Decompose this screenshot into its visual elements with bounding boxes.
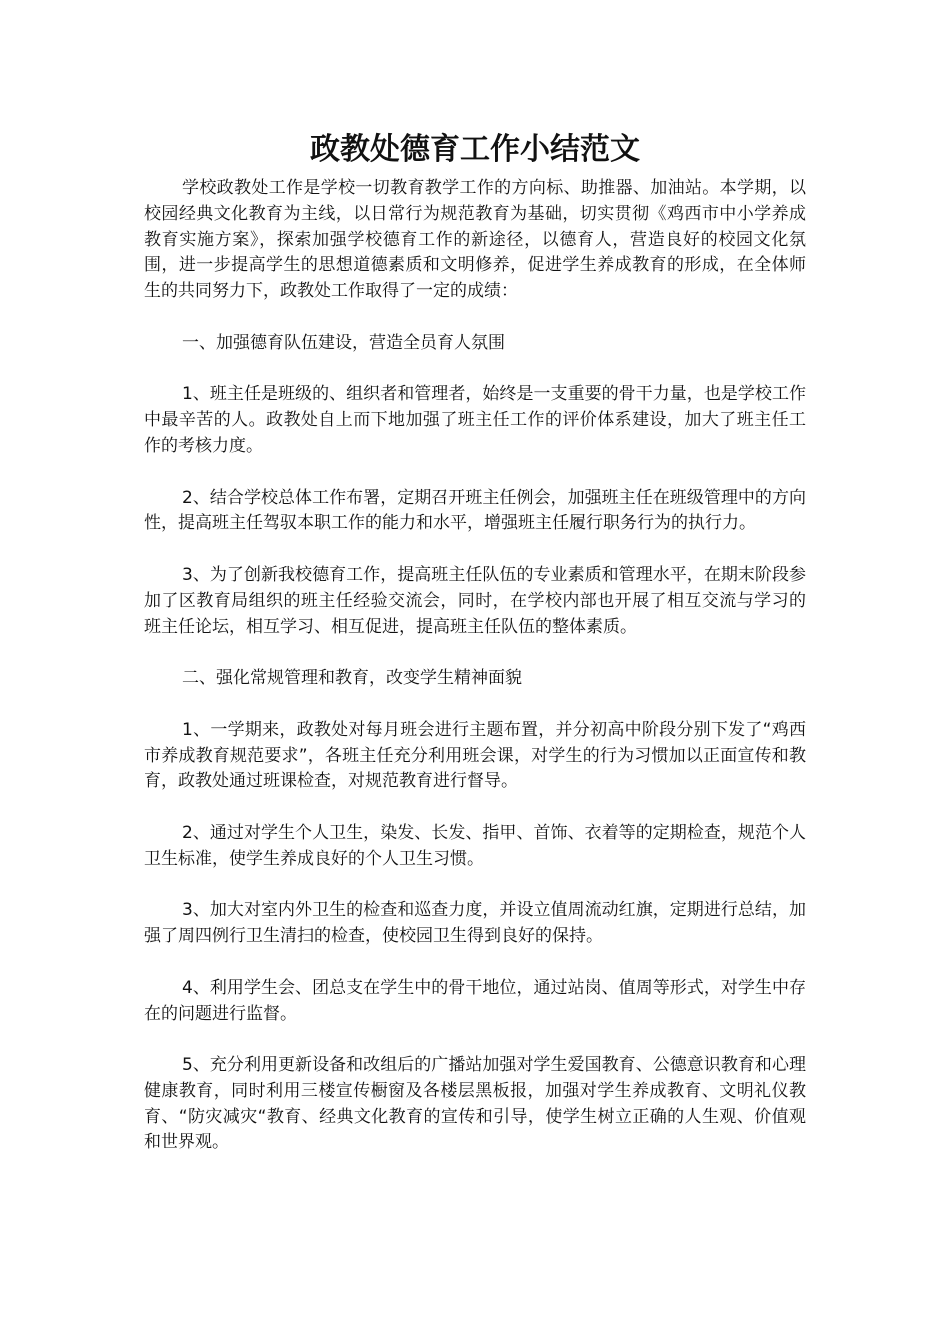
section1-item3: 3、为了创新我校德育工作，提高班主任队伍的专业素质和管理水平，在期末阶段参加了区教育局组织的班主任经验交流会，同时，在学校内部也开展了相互交流与学习的班主任论坛，相互学习、相互促进，提高班主任队伍的整体素质。 [144,564,806,637]
paragraph-spacer [144,537,806,563]
paragraph-spacer [144,692,806,718]
section1-item1: 1、班主任是班级的、组织者和管理者，始终是一支重要的骨干力量，也是学校工作中最辛苦的人。政教处自上而下地加强了班主任工作的评价体系建设，加大了班主任工作的考核力度。 [144,384,806,456]
paragraph-spacer [144,640,806,666]
document-title: 政教处德育工作小结范文 [310,132,640,167]
section2-item2: 2、通过对学生个人卫生，染发、长发、指甲、首饰、衣着等的定期检查，规范个人卫生标准，使学生养成良好的个人卫生习惯。 [144,822,806,869]
intro-paragraph: 学校政教处工作是学校一切教育教学工作的方向标、助推器、加油站。本学期，以校园经典文化教育为主线，以日常行为规范教育为基础，切实贯彻《鸡西市中小学养成教育实施方案》，探索加强学校德育工作的新途径，以德育人，营造良好的校园文化氛围，进一步提高学生的思想道德素质和文明修养，促进学生养成教育的形成，在全体师生的共同努力下，政教处工作取得了一定的成绩： [144,178,806,302]
section-heading-1: 一、加强德育队伍建设，营造全员育人氛围 [182,332,505,353]
section2-item1: 1、一学期来，政教处对每月班会进行主题布置，并分初高中阶段分别下发了“鸡西市养成教育规范要求”，各班主任充分利用班会课，对学生的行为习惯加以正面宣传和教育，政教处通过班课检查，对规范教育进行督导。 [144,719,806,792]
section2-item4: 4、利用学生会、团总支在学生中的骨干地位，通过站岗、值周等形式，对学生中存在的问题进行监督。 [144,977,806,1024]
document-page [144,128,806,1156]
section2-item5: 5、充分利用更新设备和改组后的广播站加强对学生爱国教育、公德意识教育和心理健康教育，同时利用三楼宣传橱窗及各楼层黑板报，加强对学生养成教育、文明礼仪教育、“防灾减灾“教育、经典文化教育的宣传和引导，使学生树立正确的人生观、价值观和世界观。 [144,1055,806,1153]
paragraph-spacer [144,460,806,486]
paragraph-spacer [144,950,806,976]
section-heading-2: 二、强化常规管理和教育，改变学生精神面貌 [182,668,522,689]
paragraph-spacer [144,305,806,331]
paragraph-spacer [144,795,806,821]
paragraph-spacer [144,1027,806,1053]
paragraph-spacer [144,873,806,899]
section2-item3: 3、加大对室内外卫生的检查和巡查力度，并设立值周流动红旗，定期进行总结，加强了周四例行卫生清扫的检查，使校园卫生得到良好的保持。 [144,900,806,947]
section1-item2: 2、结合学校总体工作布署，定期召开班主任例会，加强班主任在班级管理中的方向性，提高班主任驾驭本职工作的能力和水平，增强班主任履行职务行为的执行力。 [144,487,806,534]
paragraph-spacer [144,357,806,383]
